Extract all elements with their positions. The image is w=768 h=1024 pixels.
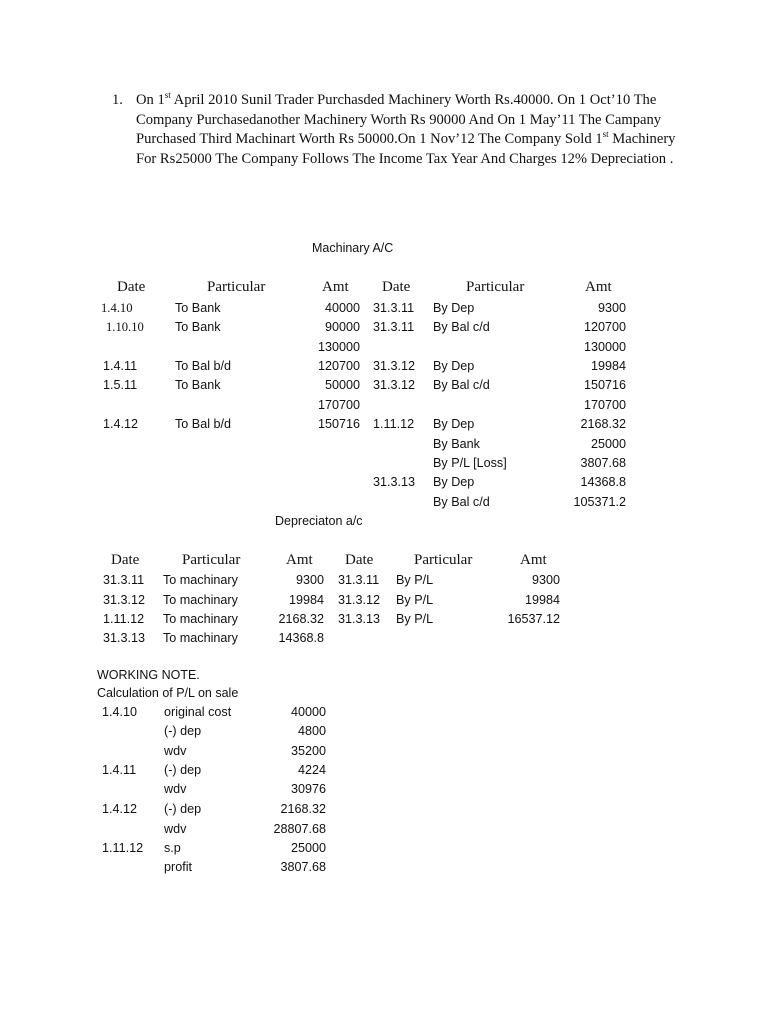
working-note-date: 1.4.10 (102, 705, 138, 719)
header-date: Date (117, 279, 146, 295)
working-note-item: original cost (164, 705, 232, 719)
machinery-cell-particular: To Bank (175, 301, 221, 315)
depreciation-cell-particular: To machinary (163, 631, 238, 645)
machinery-cell-particular: To Bal b/d (175, 417, 232, 431)
question-text-segment: Machinery For Rs25000 The Company Follows The Income Tax Year And Charges 12% Depreciation . (136, 131, 676, 167)
ordinal-superscript: st (164, 90, 171, 101)
machinery-cell-date: 1.4.12 (103, 417, 139, 431)
working-note-item: (-) dep (164, 763, 202, 777)
working-note-amount: 2168.32 (280, 802, 326, 816)
machinery-cell-date: 31.3.12 (373, 378, 416, 392)
working-note-item: (-) dep (164, 724, 202, 738)
machinery-cell-amt: 50000 (324, 378, 360, 392)
working-note-amount: 25000 (290, 841, 326, 855)
depreciation-cell-amt: 19984 (524, 593, 560, 607)
header-date: Date (345, 552, 374, 568)
header-amt: Amt (286, 552, 313, 568)
machinery-cell-date: 1.4.10 (101, 301, 133, 315)
machinery-cell-particular: By Bal c/d (433, 378, 490, 392)
machinery-cell-amt: 170700 (317, 398, 360, 412)
machinery-cell-amt: 90000 (324, 320, 360, 334)
machinery-cell-amt: 14368.8 (580, 475, 626, 489)
machinery-cell-amt: 9300 (597, 301, 626, 315)
depreciation-cell-date: 31.3.13 (103, 631, 146, 645)
machinery-cell-date: 1.11.12 (373, 417, 415, 431)
machinery-cell-date: 31.3.13 (373, 475, 416, 489)
machinery-cell-particular: By Bal c/d (433, 495, 490, 509)
working-note-amount: 35200 (290, 744, 326, 758)
header-date: Date (382, 279, 411, 295)
header-amt: Amt (322, 279, 349, 295)
working-note-amount: 28807.68 (273, 822, 326, 836)
machinery-cell-amt: 170700 (583, 398, 626, 412)
machinery-account-title: Machinary A/C (312, 241, 394, 255)
machinery-cell-amt: 120700 (317, 359, 360, 373)
depreciation-cell-particular: To machinary (163, 593, 238, 607)
depreciation-cell-particular: By P/L (396, 593, 434, 607)
depreciation-cell-amt: 19984 (288, 593, 324, 607)
machinery-cell-amt: 3807.68 (580, 456, 626, 470)
working-note-item: wdv (164, 822, 187, 836)
header-particular: Particular (414, 552, 473, 568)
machinery-cell-date: 1.4.11 (103, 359, 138, 373)
working-note-item: profit (164, 860, 192, 874)
depreciation-cell-particular: By P/L (396, 573, 434, 587)
machinery-cell-date: 31.3.12 (373, 359, 416, 373)
question-text-segment: On 1 (136, 92, 165, 108)
working-note-item: wdv (164, 782, 187, 796)
header-particular: Particular (207, 279, 266, 295)
machinery-cell-particular: To Bank (175, 378, 221, 392)
machinery-cell-date: 31.3.11 (373, 320, 415, 334)
working-note-title: WORKING NOTE. (97, 668, 200, 682)
working-note-item: (-) dep (164, 802, 202, 816)
machinery-cell-date: 31.3.11 (373, 301, 415, 315)
working-note-date: 1.11.12 (102, 841, 144, 855)
machinery-cell-particular: To Bank (175, 320, 221, 334)
machinery-cell-amt: 150716 (317, 417, 360, 431)
machinery-cell-amt: 130000 (583, 340, 626, 354)
working-note-subtitle: Calculation of P/L on sale (97, 686, 239, 700)
working-note-amount: 40000 (290, 705, 326, 719)
machinery-cell-amt: 40000 (324, 301, 360, 315)
machinery-cell-particular: To Bal b/d (175, 359, 232, 373)
machinery-cell-particular: By Dep (433, 359, 475, 373)
depreciation-cell-amt: 9300 (531, 573, 560, 587)
machinery-cell-amt: 19984 (590, 359, 626, 373)
depreciation-cell-date: 31.3.12 (338, 593, 381, 607)
working-note-amount: 4224 (297, 763, 326, 777)
working-note-date: 1.4.12 (102, 802, 138, 816)
machinery-cell-particular: By Dep (433, 475, 475, 489)
machinery-cell-amt: 120700 (583, 320, 626, 334)
machinery-cell-date: 1.10.10 (106, 320, 144, 334)
machinery-cell-amt: 130000 (317, 340, 360, 354)
machinery-cell-particular: By P/L [Loss] (433, 456, 507, 470)
machinery-cell-particular: By Dep (433, 417, 475, 431)
ordinal-superscript: st (602, 129, 609, 140)
depreciation-cell-date: 31.3.12 (103, 593, 146, 607)
depreciation-cell-date: 31.3.13 (338, 612, 381, 626)
working-note-amount: 4800 (297, 724, 326, 738)
depreciation-cell-amt: 9300 (295, 573, 324, 587)
machinery-cell-particular: By Bank (433, 437, 480, 451)
header-amt: Amt (520, 552, 547, 568)
machinery-cell-amt: 150716 (583, 378, 626, 392)
question-text (136, 91, 696, 169)
working-note-date: 1.4.11 (102, 763, 137, 777)
machinery-cell-amt: 105371.2 (573, 495, 626, 509)
depreciation-cell-date: 1.11.12 (103, 612, 145, 626)
machinery-cell-particular: By Bal c/d (433, 320, 490, 334)
header-particular: Particular (466, 279, 525, 295)
working-note-amount: 3807.68 (280, 860, 326, 874)
depreciation-cell-amt: 16537.12 (507, 612, 560, 626)
depreciation-cell-date: 31.3.11 (103, 573, 145, 587)
working-note-amount: 30976 (290, 782, 326, 796)
header-particular: Particular (182, 552, 241, 568)
machinery-cell-amt: 25000 (590, 437, 626, 451)
depreciation-cell-particular: By P/L (396, 612, 434, 626)
working-note-item: s.p (164, 841, 181, 855)
working-note-item: wdv (164, 744, 187, 758)
depreciation-cell-date: 31.3.11 (338, 573, 380, 587)
depreciation-cell-amt: 14368.8 (278, 631, 324, 645)
header-amt: Amt (585, 279, 612, 295)
question-number: 1. (112, 92, 123, 108)
depreciation-cell-particular: To machinary (163, 612, 238, 626)
depreciation-cell-amt: 2168.32 (278, 612, 324, 626)
question-text-segment: April 2010 Sunil Trader Purchasded Machinery Worth Rs.40000. On 1 Oct’10 The Company Purchasedanother Machinery Worth Rs 90000 And On 1 May’11 The Campany Purchased Third Machinart Worth Rs 50000.On 1 Nov’12 The Company Sold 1 (136, 92, 662, 147)
header-date: Date (111, 552, 140, 568)
depreciation-account-title: Depreciaton a/c (275, 514, 363, 528)
machinery-cell-amt: 2168.32 (580, 417, 626, 431)
machinery-cell-date: 1.5.11 (103, 378, 138, 392)
machinery-cell-particular: By Dep (433, 301, 475, 315)
depreciation-cell-particular: To machinary (163, 573, 238, 587)
